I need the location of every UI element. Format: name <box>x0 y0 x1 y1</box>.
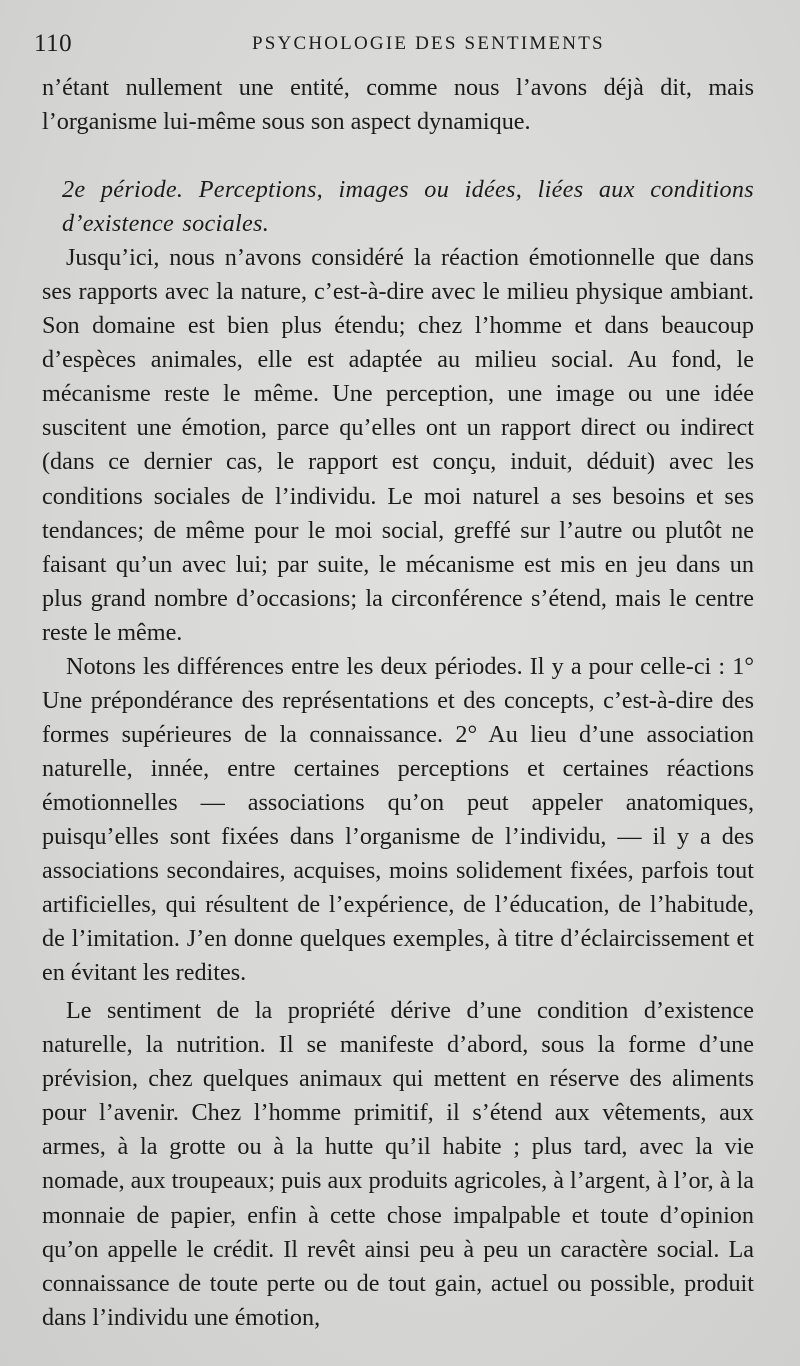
paragraph-propriete: Le sentiment de la propriété dérive d’une condition d’existence naturelle, la nutrition. Il se manifeste d’abord, sous la forme d’une prévision, chez quelques animaux qui mettent en réserve des aliments pour l’avenir. Chez l’homme primitif, il s’étend aux vêtements, aux armes, à la grotte ou à la hutte qu’il habite ; plus tard, avec la vie nomade, aux troupeaux; puis aux produits agricoles, à l’argent, à l’or, à la monnaie de papier, enfin à cette chose impalpable et toute d’opinion qu’on appelle le crédit. Il revêt ainsi peu à peu un caractère social. La connaissance de toute perte ou de tout gain, actuel ou possible, produit dans l’individu une émotion, <box>42 997 754 1331</box>
paragraph-continuation: n’étant nullement une entité, comme nous l’avons déjà dit, mais l’organisme lui-même sous son aspect dynamique. <box>42 74 754 136</box>
section-heading-period-2: 2e période. Perceptions, images ou idées, liées aux conditions d’existence sociales. <box>62 176 754 238</box>
paragraph-jusquici: Jusqu’ici, nous n’avons considéré la réaction émotionnelle que dans ses rapports avec la nature, c’est-à-dire avec le milieu physique ambiant. Son domaine est bien plus étendu; chez l’homme et dans beaucoup d’espèces animales, elle est adaptée au milieu social. Au fond, le mécanisme reste le même. Une perception, une image ou une idée suscitent une émotion, parce qu’elles ont un rapport direct ou indirect (dans ce dernier cas, le rapport est conçu, induit, déduit) avec les conditions sociales de l’individu. Le moi naturel a ses besoins et ses tendances; de même pour le moi social, greffé sur l’autre ou plutôt ne faisant qu’un avec lui; par suite, le mécanisme est mis en jeu dans un plus grand nombre d’occasions; la circonférence s’étend, mais le centre reste le même. <box>42 244 754 646</box>
paragraph-differences: Notons les différences entre les deux périodes. Il y a pour celle-ci : 1° Une prépondérance des représentations et des concepts, c’est-à-dire des formes supérieures de la connaissance. 2° Au lieu d’une association naturelle, innée, entre certaines perceptions et certaines réactions émotionnelles — associations qu’on peut appeler anatomiques, puisqu’elles sont fixées dans l’organisme de l’individu, — il y a des associations secondaires, acquises, moins solidement fixées, parfois tout artificielles, qui résultent de l’expérience, de l’éducation, de l’habitude, de l’imitation. J’en donne quelques exemples, à titre d’éclaircissement et en évitant les redites. <box>42 652 754 987</box>
page-body <box>42 71 754 1335</box>
page-number: 110 <box>34 30 73 57</box>
page-header <box>34 30 770 66</box>
running-head: PSYCHOLOGIE DES SENTIMENTS <box>252 33 605 54</box>
